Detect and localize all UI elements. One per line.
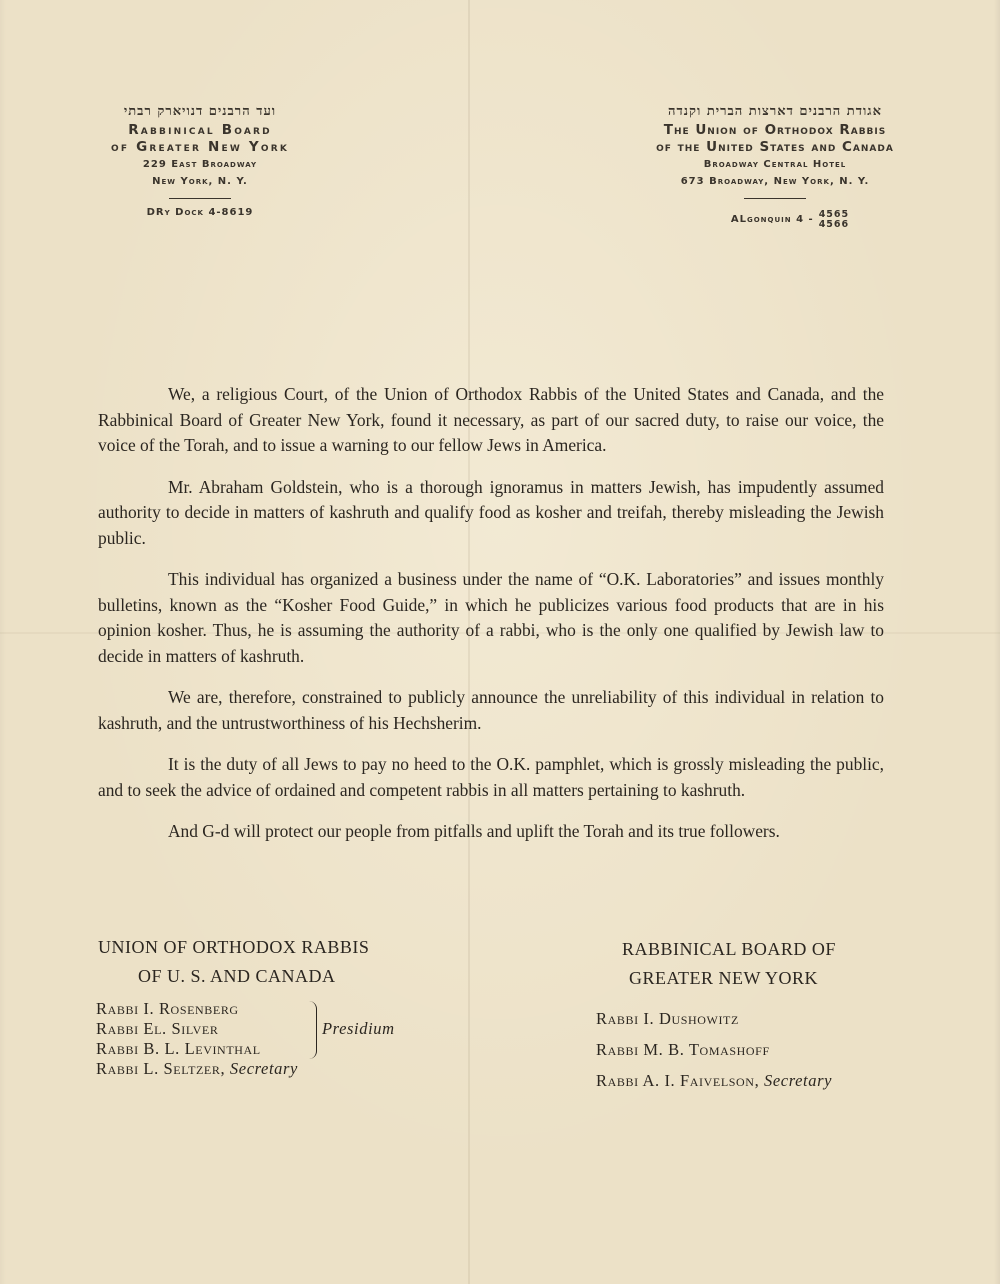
letterhead-right-address-line1: Broadway Central Hotel [703,159,847,170]
signature-left-name-4-text: Rabbi L. Seltzer, [96,1059,226,1078]
signature-right-name-3-text: Rabbi A. I. Faivelson, [596,1071,760,1090]
signature-right-name-1: Rabbi I. Dushowitz [596,1009,739,1028]
letter-body [98,382,884,861]
signature-right-org-line1: RABBINICAL BOARD OF [622,939,836,959]
letterhead-right-name-line1: The Union of Orthodox Rabbis [663,122,887,138]
letterhead-left-hebrew: ועד הרבנים דנויארק רבתי [123,104,277,119]
signature-block-union [96,933,456,1079]
signature-right-name-3-title: Secretary [764,1071,833,1090]
letterhead-right-phone [731,210,849,230]
signature-right-name-3 [596,1065,916,1096]
signature-left-names [96,999,456,1079]
letterhead-right-hebrew: אגודת הרבנים דארצות הברית וקנדה [668,104,882,119]
body-paragraph-2: Mr. Abraham Goldstein, who is a thorough ignoramus in matters Jewish, has impudently assumed authority to decide in matters of kashruth and qualify food as kosher and treifah, thereby misleading the Jewish public. [98,476,884,548]
body-paragraph-6: And G-d will protect our people from pitfalls and uplift the Torah and its true followers. [168,821,780,841]
signature-left-org-line1: UNION OF ORTHODOX RABBIS [98,937,370,957]
letterhead-right-phone-numbers [819,210,849,230]
letterhead-right-address-line2: 673 Broadway, New York, N. Y. [680,176,870,187]
letterhead-right-phone-num1: 4565 [818,208,850,220]
signature-left-name-1: Rabbi I. Rosenberg [96,999,239,1018]
body-paragraph-3: This individual has organized a business under the name of “O.K. Laboratories” and issues monthly bulletins, known as the “Kosher Food Guide,” in which he publicizes various food products that are in his opinion kosher. Thus, he is assuming the authority of a rabbi, who is the only one qualified by Jewish law to decide in matters of kashruth. [98,569,884,666]
signature-right-names [596,1003,916,1096]
presidium-brace [308,1001,317,1059]
body-paragraph-1: We, a religious Court, of the Union of Orthodox Rabbis of the United States and Canada, and the Rabbinical Board of Greater New York, found it necessary, as part of our sacred duty, to raise our voice, the voice of the Torah, and to issue a warning to our fellow Jews in America. [98,384,884,455]
presidium-label: Presidium [322,1019,395,1038]
signature-left-name-4-title: Secretary [229,1059,298,1078]
letterhead-rabbinical-board [70,103,330,218]
signature-right-org-line2: GREATER NEW YORK [629,968,818,988]
letterhead-left-divider [169,198,231,199]
letterhead-right-phone-prefix: ALgonquin 4 - [730,214,814,225]
letterhead-right-divider [744,198,806,199]
letterhead-left-address-line1: 229 East Broadway [142,159,258,170]
letterhead-left-name-line2: of Greater New York [110,139,290,155]
letterhead-union-orthodox-rabbis [615,103,935,230]
letterhead-left-address-line2: New York, N. Y. [152,176,248,187]
letterhead-right-name-line2: of the United States and Canada [656,139,894,155]
letterhead-left-name-line1: Rabbinical Board [128,122,272,138]
signature-left-name-3: Rabbi B. L. Levinthal [96,1039,261,1058]
body-paragraph-5: It is the duty of all Jews to pay no heed to the O.K. pamphlet, which is grossly misleading the public, and to seek the advice of ordained and competent rabbis in all matters pertaining to kashruth. [98,754,884,800]
signature-left-name-4 [96,1059,456,1079]
letterhead-left-phone: DRy Dock 4-8619 [146,207,254,218]
signature-left-name-2: Rabbi El. Silver [96,1019,219,1038]
signature-right-name-2: Rabbi M. B. Tomashoff [596,1040,770,1059]
letterhead-right-phone-num2: 4566 [818,218,850,230]
body-paragraph-4: We are, therefore, constrained to publicly announce the unreliability of this individual in relation to kashruth, and the untrustworthiness of his Hechsherim. [98,687,884,733]
signature-block-rabbinical-board [596,935,916,1096]
signature-left-org-line2: OF U. S. AND CANADA [138,966,336,986]
